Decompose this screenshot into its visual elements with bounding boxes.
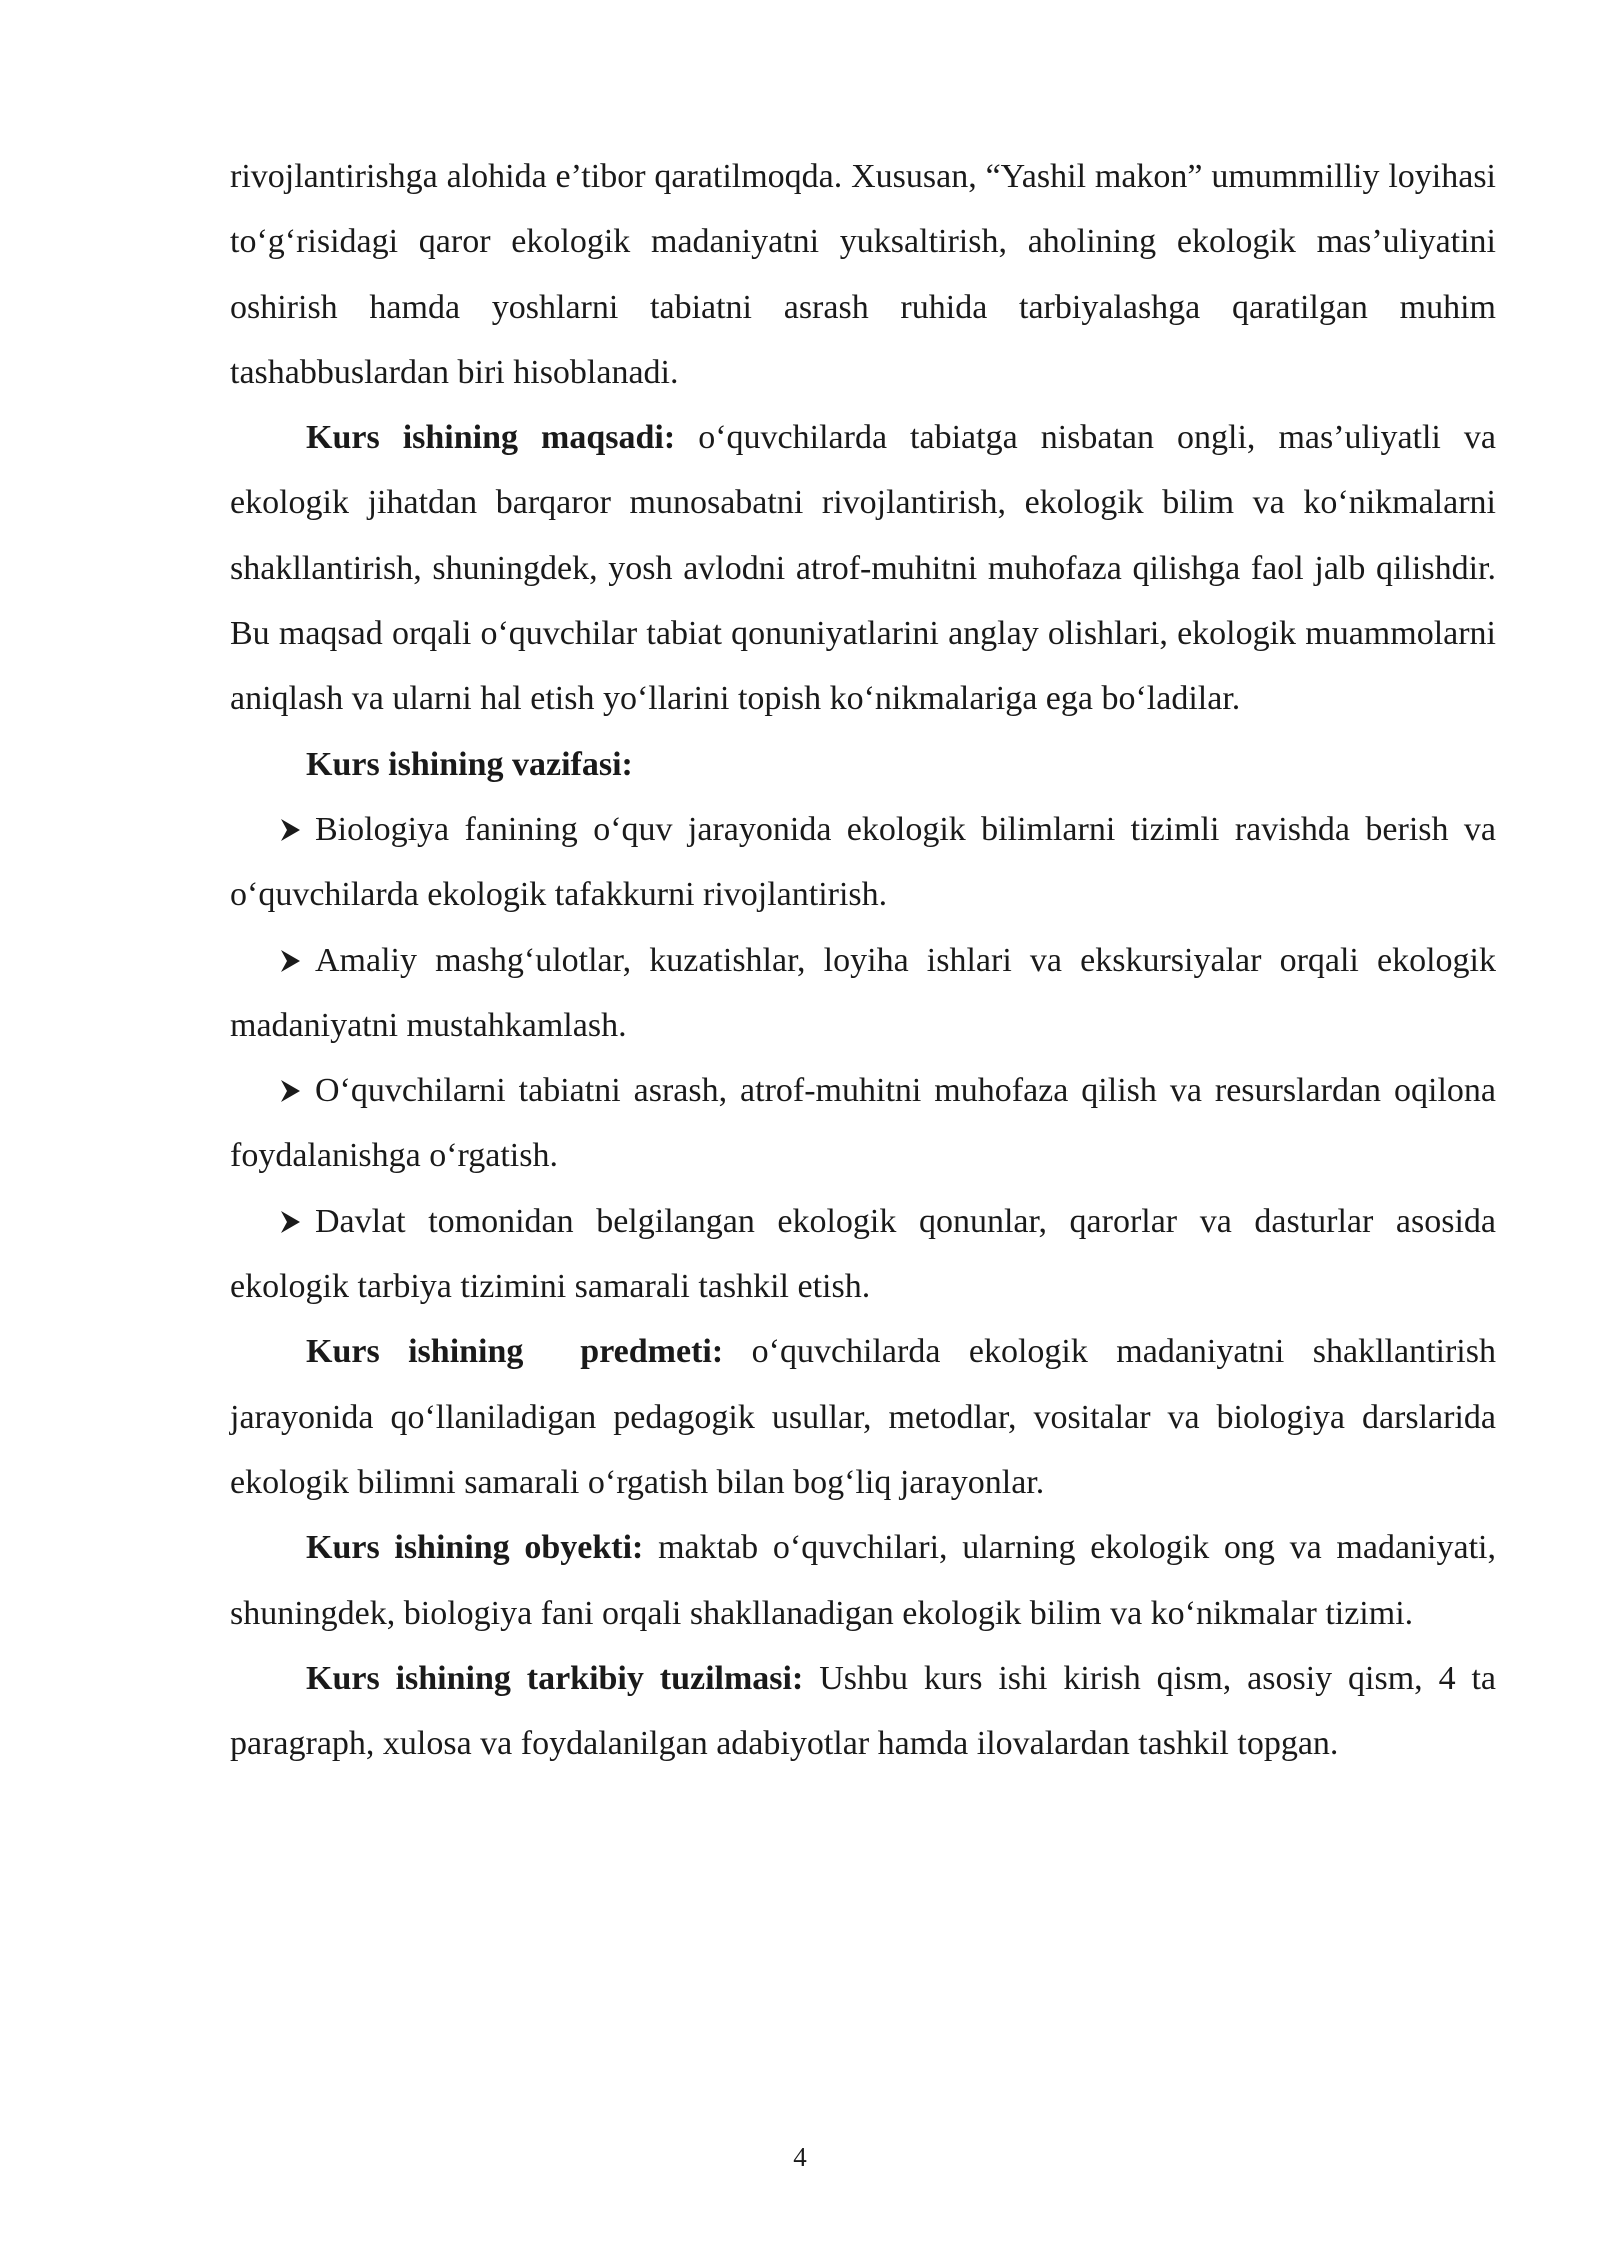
task-text: O‘quvchilarni tabiatni asrash, atrof-muhitni muhofaza qilish va resurslardan oqilona foydalanishga o‘rgatish. — [230, 1072, 1496, 1175]
object-text: maktab o‘quvchilari, ularning ekologik ong va madaniyati, shuningdek, biologiya fani orqali shakllanadigan ekologik bilim va ko‘nikmalar tizimi. — [230, 1529, 1496, 1632]
arrowhead-bullet-icon — [280, 797, 301, 862]
subject-text: o‘quvchilarda ekologik madaniyatni shakllantirish jarayonida qo‘llaniladigan pedagogik usullar, metodlar, vositalar va biologiya darslarida ekologik bilimni samarali o‘rgatish bilan bog‘liq jarayonlar. — [230, 1333, 1496, 1501]
paragraph-goal — [230, 405, 1496, 731]
task-list-item — [230, 928, 1496, 1059]
document-body — [230, 144, 1496, 1776]
task-list-item — [230, 1058, 1496, 1189]
page-number: 4 — [793, 2142, 807, 2172]
arrowhead-bullet-icon — [280, 928, 301, 993]
paragraph-structure — [230, 1646, 1496, 1777]
task-text: Amaliy mashg‘ulotlar, kuzatishlar, loyiha ishlari va ekskursiyalar orqali ekologik madaniyatni mustahkamlash. — [230, 941, 1496, 1044]
goal-text: o‘quvchilarda tabiatga nisbatan ongli, mas’uliyatli va ekologik jihatdan barqaror munosabatni rivojlantirish, ekologik bilim va ko‘nikmalarni shakllantirish, shuningdek, yosh avlodni atrof-muhitni muhofaza qilishga faol jalb qilishdir. Bu maqsad orqali o‘quvchilar tabiat qonuniyatlarini anglay olishlari, ekologik muammolarni aniqlash va ularni hal etish yo‘llarini topish ko‘nikmalariga ega bo‘ladilar. — [230, 419, 1496, 718]
structure-label: Kurs ishining tarkibiy tuzilmasi: — [306, 1659, 804, 1697]
object-label: Kurs ishining obyekti: — [306, 1529, 644, 1567]
task-text: Biologiya fanining o‘quv jarayonida ekologik bilimlarni tizimli ravishda berish va o‘quvchilarda ekologik tafakkurni rivojlantirish. — [230, 810, 1496, 914]
task-list-item — [230, 1189, 1496, 1320]
structure-text: Ushbu kurs ishi kirish qism, asosiy qism, 4 ta paragraph, xulosa va foydalanilgan adabiyotlar hamda ilovalardan tashkil topgan. — [230, 1659, 1496, 1763]
task-list-item — [230, 797, 1496, 928]
tasks-label: Kurs ishining vazifasi: — [306, 745, 633, 783]
paragraph-intro: rivojlantirishga alohida e’tibor qaratilmoqda. Xususan, “Yashil makon” umummilliy loyihasi to‘g‘risidagi qaror ekologik madaniyatni yuksaltirish, aholining ekologik mas’uliyatini oshirish hamda yoshlarni tabiatni asrash ruhida tarbiyalashga qaratilgan muhim tashabbuslardan biri hisoblanadi. — [230, 158, 1496, 391]
paragraph-object — [230, 1515, 1496, 1646]
arrowhead-bullet-icon — [280, 1058, 301, 1123]
goal-label: Kurs ishining maqsadi: — [306, 419, 676, 457]
task-text: Davlat tomonidan belgilangan ekologik qonunlar, qarorlar va dasturlar asosida ekologik tarbiya tizimini samarali tashkil etish. — [230, 1202, 1496, 1306]
paragraph-subject — [230, 1319, 1496, 1515]
subject-label: Kurs ishining predmeti: — [306, 1333, 724, 1371]
paragraph-tasks-heading — [230, 732, 1496, 797]
arrowhead-bullet-icon — [280, 1189, 301, 1254]
